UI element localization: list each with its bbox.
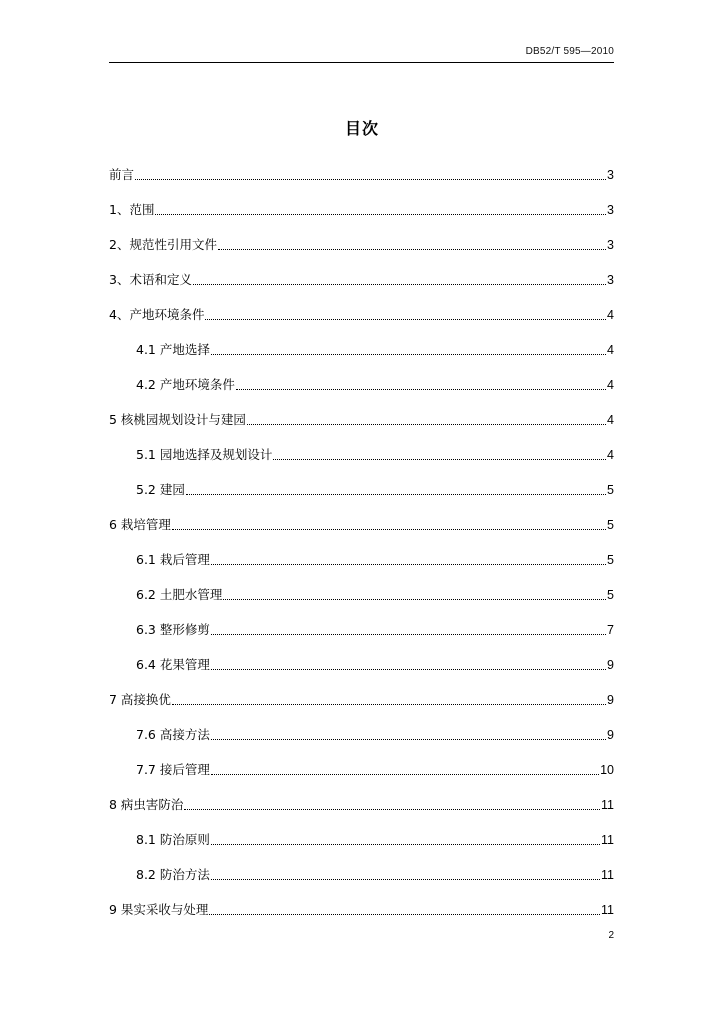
toc-entry[interactable] (109, 150, 614, 185)
toc-entry-label: 3、术语和定义 (109, 272, 192, 287)
toc-entry-page: 4 (607, 413, 614, 427)
toc-entry-label: 9 果实采收与处理 (109, 902, 209, 917)
toc-dot-leader (172, 704, 606, 705)
toc-entry[interactable] (109, 220, 614, 255)
toc-entry[interactable] (109, 500, 614, 535)
toc-entry-page: 5 (607, 588, 614, 602)
toc-subentry[interactable] (109, 605, 614, 640)
toc-entry-label: 6.3 整形修剪 (136, 622, 210, 637)
toc-entry[interactable] (109, 885, 614, 920)
toc-entry-page: 10 (600, 763, 614, 777)
toc-entry-page: 4 (607, 448, 614, 462)
toc-subentry[interactable] (109, 430, 614, 465)
toc-entry-label: 7.6 高接方法 (136, 727, 210, 742)
toc-entry-page: 5 (607, 483, 614, 497)
toc-entry-page: 5 (607, 553, 614, 567)
toc-dot-leader (211, 879, 600, 880)
toc-entry-label: 8.1 防治原则 (136, 832, 210, 847)
toc-entry-label: 1、范围 (109, 202, 155, 217)
toc-dot-leader (211, 844, 600, 845)
toc-dot-leader (273, 459, 606, 460)
toc-entry-page: 3 (607, 203, 614, 217)
toc-dot-leader (184, 809, 600, 810)
toc-dot-leader (211, 774, 599, 775)
toc-entry-page: 3 (607, 238, 614, 252)
toc-entry-page: 9 (607, 693, 614, 707)
toc-dot-leader (193, 284, 606, 285)
toc-entry[interactable] (109, 675, 614, 710)
toc-entry[interactable] (109, 290, 614, 325)
toc-entry-label: 6.2 土肥水管理 (136, 587, 223, 602)
toc-entry-page: 4 (607, 378, 614, 392)
toc-entry-page: 7 (607, 623, 614, 637)
toc-dot-leader (247, 424, 606, 425)
toc-subentry[interactable] (109, 640, 614, 675)
toc-entry[interactable] (109, 780, 614, 815)
toc-entry-label: 7.7 接后管理 (136, 762, 210, 777)
toc-title: 目次 (344, 119, 379, 138)
toc-entry-page: 5 (607, 518, 614, 532)
toc-dot-leader (211, 564, 606, 565)
toc-dot-leader (205, 319, 606, 320)
toc-entry-page: 11 (601, 833, 614, 847)
toc-entry-page: 11 (601, 868, 614, 882)
toc-entry-label: 6.4 花果管理 (136, 657, 210, 672)
toc-entry-label: 2、规范性引用文件 (109, 237, 217, 252)
toc-entry-page: 3 (607, 273, 614, 287)
toc-entry-page: 3 (607, 168, 614, 182)
toc-dot-leader (211, 634, 606, 635)
toc-entry-label: 6 栽培管理 (109, 517, 171, 532)
toc-subentry[interactable] (109, 815, 614, 850)
toc-dot-leader (236, 389, 606, 390)
toc-dot-leader (218, 249, 606, 250)
toc-dot-leader (186, 494, 606, 495)
toc-entry-label: 4.1 产地选择 (136, 342, 210, 357)
toc-subentry[interactable] (109, 710, 614, 745)
toc-subentry[interactable] (109, 360, 614, 395)
toc-entry[interactable] (109, 255, 614, 290)
standard-code: DB52/T 595—2010 (525, 46, 614, 57)
toc-entry-page: 4 (607, 343, 614, 357)
toc-entry-label: 8 病虫害防治 (109, 797, 184, 812)
toc-entry-label: 5 核桃园规划设计与建园 (109, 412, 246, 427)
toc-dot-leader (211, 354, 606, 355)
toc-subentry[interactable] (109, 745, 614, 780)
header-divider (109, 62, 614, 63)
toc-dot-leader (135, 179, 606, 180)
toc-subentry[interactable] (109, 850, 614, 885)
toc-entry-page: 11 (601, 798, 614, 812)
toc-entry-label: 前言 (109, 167, 135, 182)
toc-subentry[interactable] (109, 535, 614, 570)
toc-dot-leader (155, 214, 606, 215)
toc-subentry[interactable] (109, 465, 614, 500)
toc-entry-page: 9 (607, 658, 614, 672)
toc-subentry[interactable] (109, 325, 614, 360)
toc-entry-label: 5.1 园地选择及规划设计 (136, 447, 273, 462)
toc-dot-leader (209, 914, 600, 915)
toc-subentry[interactable] (109, 570, 614, 605)
toc-entry[interactable] (109, 185, 614, 220)
toc-entry-label: 8.2 防治方法 (136, 867, 210, 882)
toc-list (109, 150, 614, 920)
toc-dot-leader (223, 599, 606, 600)
toc-dot-leader (211, 669, 606, 670)
toc-entry-label: 4.2 产地环境条件 (136, 377, 235, 392)
toc-entry-page: 11 (601, 903, 614, 917)
toc-entry-label: 7 高接换优 (109, 692, 171, 707)
toc-entry-label: 4、产地环境条件 (109, 307, 205, 322)
page-number: 2 (608, 930, 614, 941)
toc-entry-page: 4 (607, 308, 614, 322)
toc-dot-leader (211, 739, 606, 740)
toc-entry-page: 9 (607, 728, 614, 742)
toc-entry-label: 5.2 建园 (136, 482, 185, 497)
toc-entry-label: 6.1 栽后管理 (136, 552, 210, 567)
toc-dot-leader (172, 529, 606, 530)
toc-entry[interactable] (109, 395, 614, 430)
